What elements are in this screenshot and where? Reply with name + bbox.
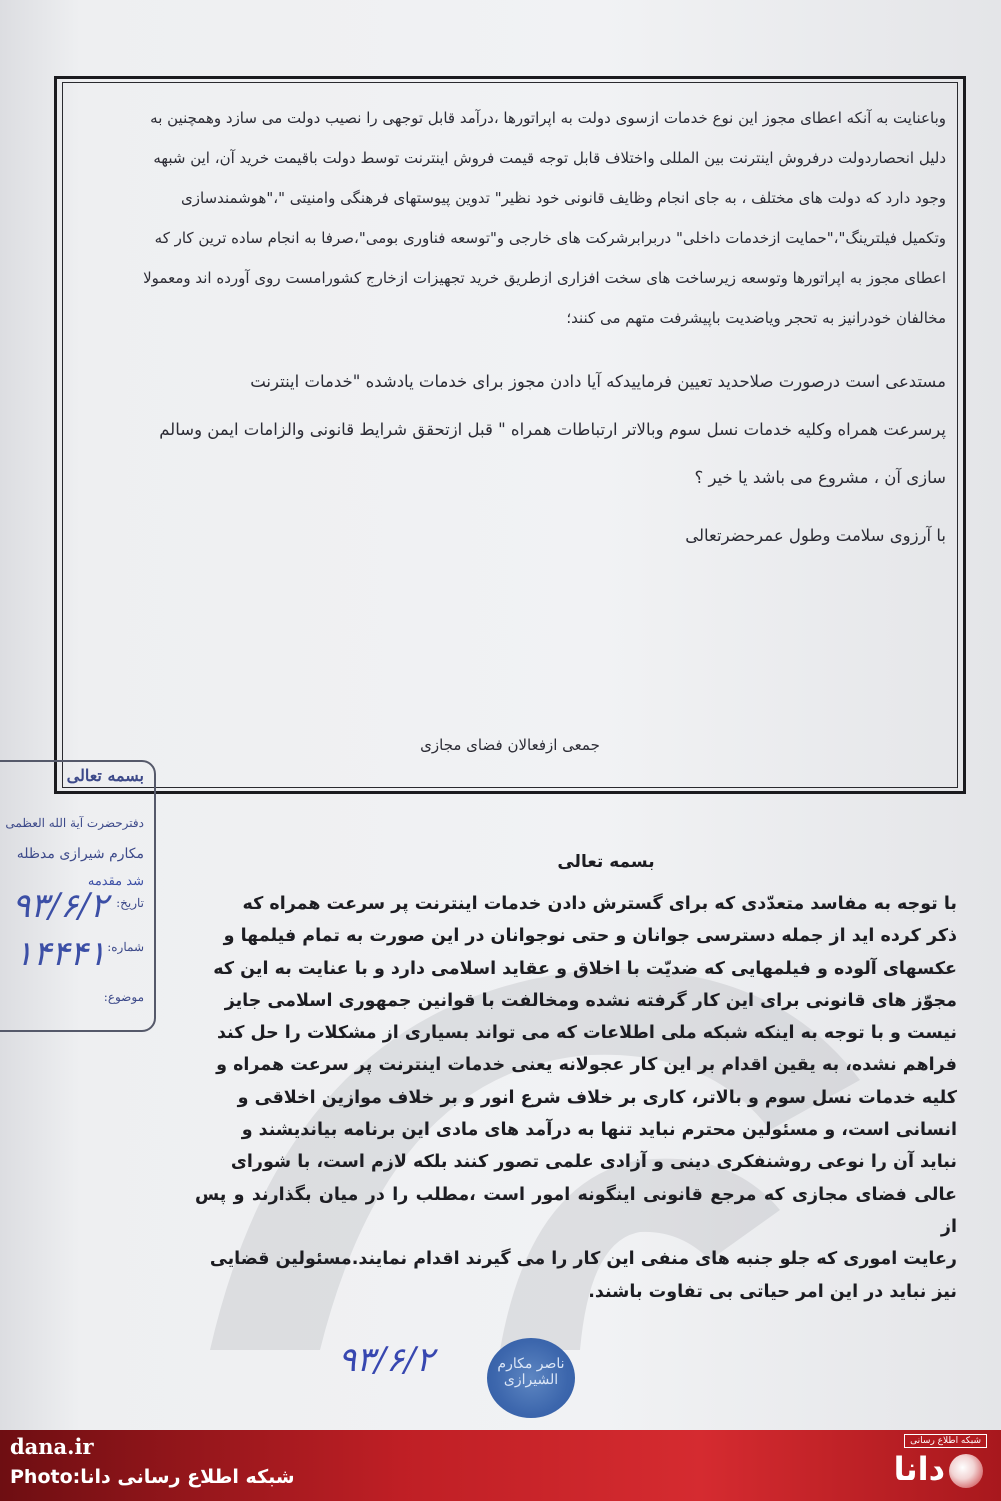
letter-line: مستدعی است درصورت صلاحدید تعیین فرمایید‌که آیا دادن مجوز برای خدمات یادشده "خدمات اینترنت xyxy=(250,372,946,391)
stamp-line: دفترحضرت آیة الله العظمی xyxy=(5,816,144,830)
stamp-title: بسمه تعالی xyxy=(66,766,144,785)
handwritten-date: ۹۳/۶/۲ xyxy=(338,1340,434,1380)
seal-text: ناصر مکارم الشیرازی xyxy=(497,1356,565,1388)
answer-heading: بسمه تعالی xyxy=(557,852,655,872)
answer-body xyxy=(195,852,957,1308)
letter-line: پرسرعت همراه وکلیه خدمات نسل سوم وبالاتر ارتباطات همراه " قبل ازتحقق شرایط قانونی والزامات ایمن وسالم xyxy=(159,420,946,439)
answer-line: کلیه خدمات نسل سوم و بالاتر، کاری بر خلاف شرع انور و بر خلاف موازین اخلاقی و xyxy=(237,1087,957,1108)
stamp-date-value: ۹۳/۶/۲ xyxy=(12,886,108,926)
stamp-line: شد مقدمه xyxy=(87,874,144,889)
answer-line: عالی فضای مجازی که مرجع قانونی اینگونه امور است ،مطلب را در میان بگذارند و پس از xyxy=(195,1184,957,1237)
stamp-number-value: ۱۴۴۴۱ xyxy=(14,934,106,974)
stamp-number-label: شماره: xyxy=(107,940,144,954)
letter-signature: جمعی ازفعالان فضای مجازی xyxy=(420,736,600,754)
answer-line: ذکر کرده اید از جمله دسترسی جوانان و حتی نوجوانان در این صورت به تمام فیلمها و xyxy=(223,926,957,947)
site-url: dana.ir xyxy=(10,1434,94,1459)
answer-line: نیز نباید در این امر حیاتی بی تفاوت باشند. xyxy=(588,1281,957,1302)
letter-line: اعطای مجوز به اپراتورها وتوسعه زیرساخت های سخت افزاری ازطریق خرید تجهیزات ازخارج کشورامست روی آورده اند ومعمولا xyxy=(143,269,946,287)
letter-body xyxy=(72,98,946,560)
answer-line: مجوّز های قانونی برای این کار گرفته نشده ومخالفت با قوانین جمهوری اسلامی جایز xyxy=(224,990,957,1011)
logo-word: دانا xyxy=(893,1450,945,1488)
letter-line: مخالفان خودرانیز به تحجر ویاضدیت باپیشرفت متهم می کنند؛ xyxy=(566,309,946,327)
globe-icon xyxy=(949,1454,983,1488)
stamp-subject-label: موضوع: xyxy=(103,990,144,1004)
answer-line: رعایت اموری که جلو جنبه های منفی این کار را می گیرند اقدام نمایند.مسئولین قضایی xyxy=(209,1249,957,1270)
photo-credit: Photo:شبکه اطلاع رسانی دانا xyxy=(10,1466,295,1488)
answer-line: نیست و با توجه به اینکه شبکه ملی اطلاعات که می تواند بسیاری از مشکلات را حل کند xyxy=(216,1023,957,1044)
answer-line: انسانی است، و مسئولین محترم نباید تنها به درآمد های مادی این برنامه بیاندیشند و xyxy=(241,1120,957,1141)
stamp-line: مکارم شیرازی مدظله xyxy=(16,846,144,862)
answer-line: فراهم نشده، به یقین اقدام بر این کار عجولانه یعنی خدمات اینترنت پر سرعت همراه و xyxy=(216,1055,957,1076)
answer-line: با توجه به مفاسد متعدّدی که برای گسترش دادن خدمات اینترنت پر سرعت همراه که xyxy=(242,894,957,914)
letter-line: وجود دارد که دولت های مختلف ، به جای انجام وظایف قانونی خود نظیر" تدوین پیوستهای فرهنگی وامنیتی "،"هوشمندسازی xyxy=(180,189,946,207)
logo-tag: شبکه اطلاع رسانی xyxy=(904,1434,987,1448)
seal-stamp-icon xyxy=(487,1338,575,1418)
letter-line: وتکمیل فیلترینگ"،"حمایت ازخدمات داخلی" دربرابرشرکت های خارجی و"توسعه فناوری بومی"،صرفا به انجام ساده ترین کار که xyxy=(154,229,946,247)
office-stamp xyxy=(0,760,156,1032)
letter-line: وباعنایت به آنکه اعطای مجوز این نوع خدمات ازسوی دولت به اپراتورها ،درآمد قابل توجهی را نصیب دولت می سازد وهمچنین به xyxy=(150,109,946,127)
letter-closing: با آرزوی سلامت وطول عمرحضرتعالی xyxy=(685,526,946,545)
photo-credit-bar xyxy=(0,1430,1001,1501)
answer-line: عکسهای آلوده و فیلمهایی که ضدیّت با اخلاق و عقاید اسلامی دارد و با عنایت به این که xyxy=(213,958,957,979)
answer-line: نباید آن را نوعی روشنفکری دینی و آزادی علمی تصور کنند بلکه لازم است، با شورای xyxy=(230,1152,957,1173)
dana-logo xyxy=(827,1434,987,1498)
letter-line: سازی آن ، مشروع می باشد یا خیر ؟ xyxy=(694,468,946,487)
stamp-date-label: تاریخ: xyxy=(116,896,144,910)
letter-line: دلیل انحصاردولت درفروش اینترنت بین المللی واختلاف قابل توجه قیمت فروش اینترنت توسط دولت باقیمت خرید آن، این شبهه xyxy=(153,149,946,167)
